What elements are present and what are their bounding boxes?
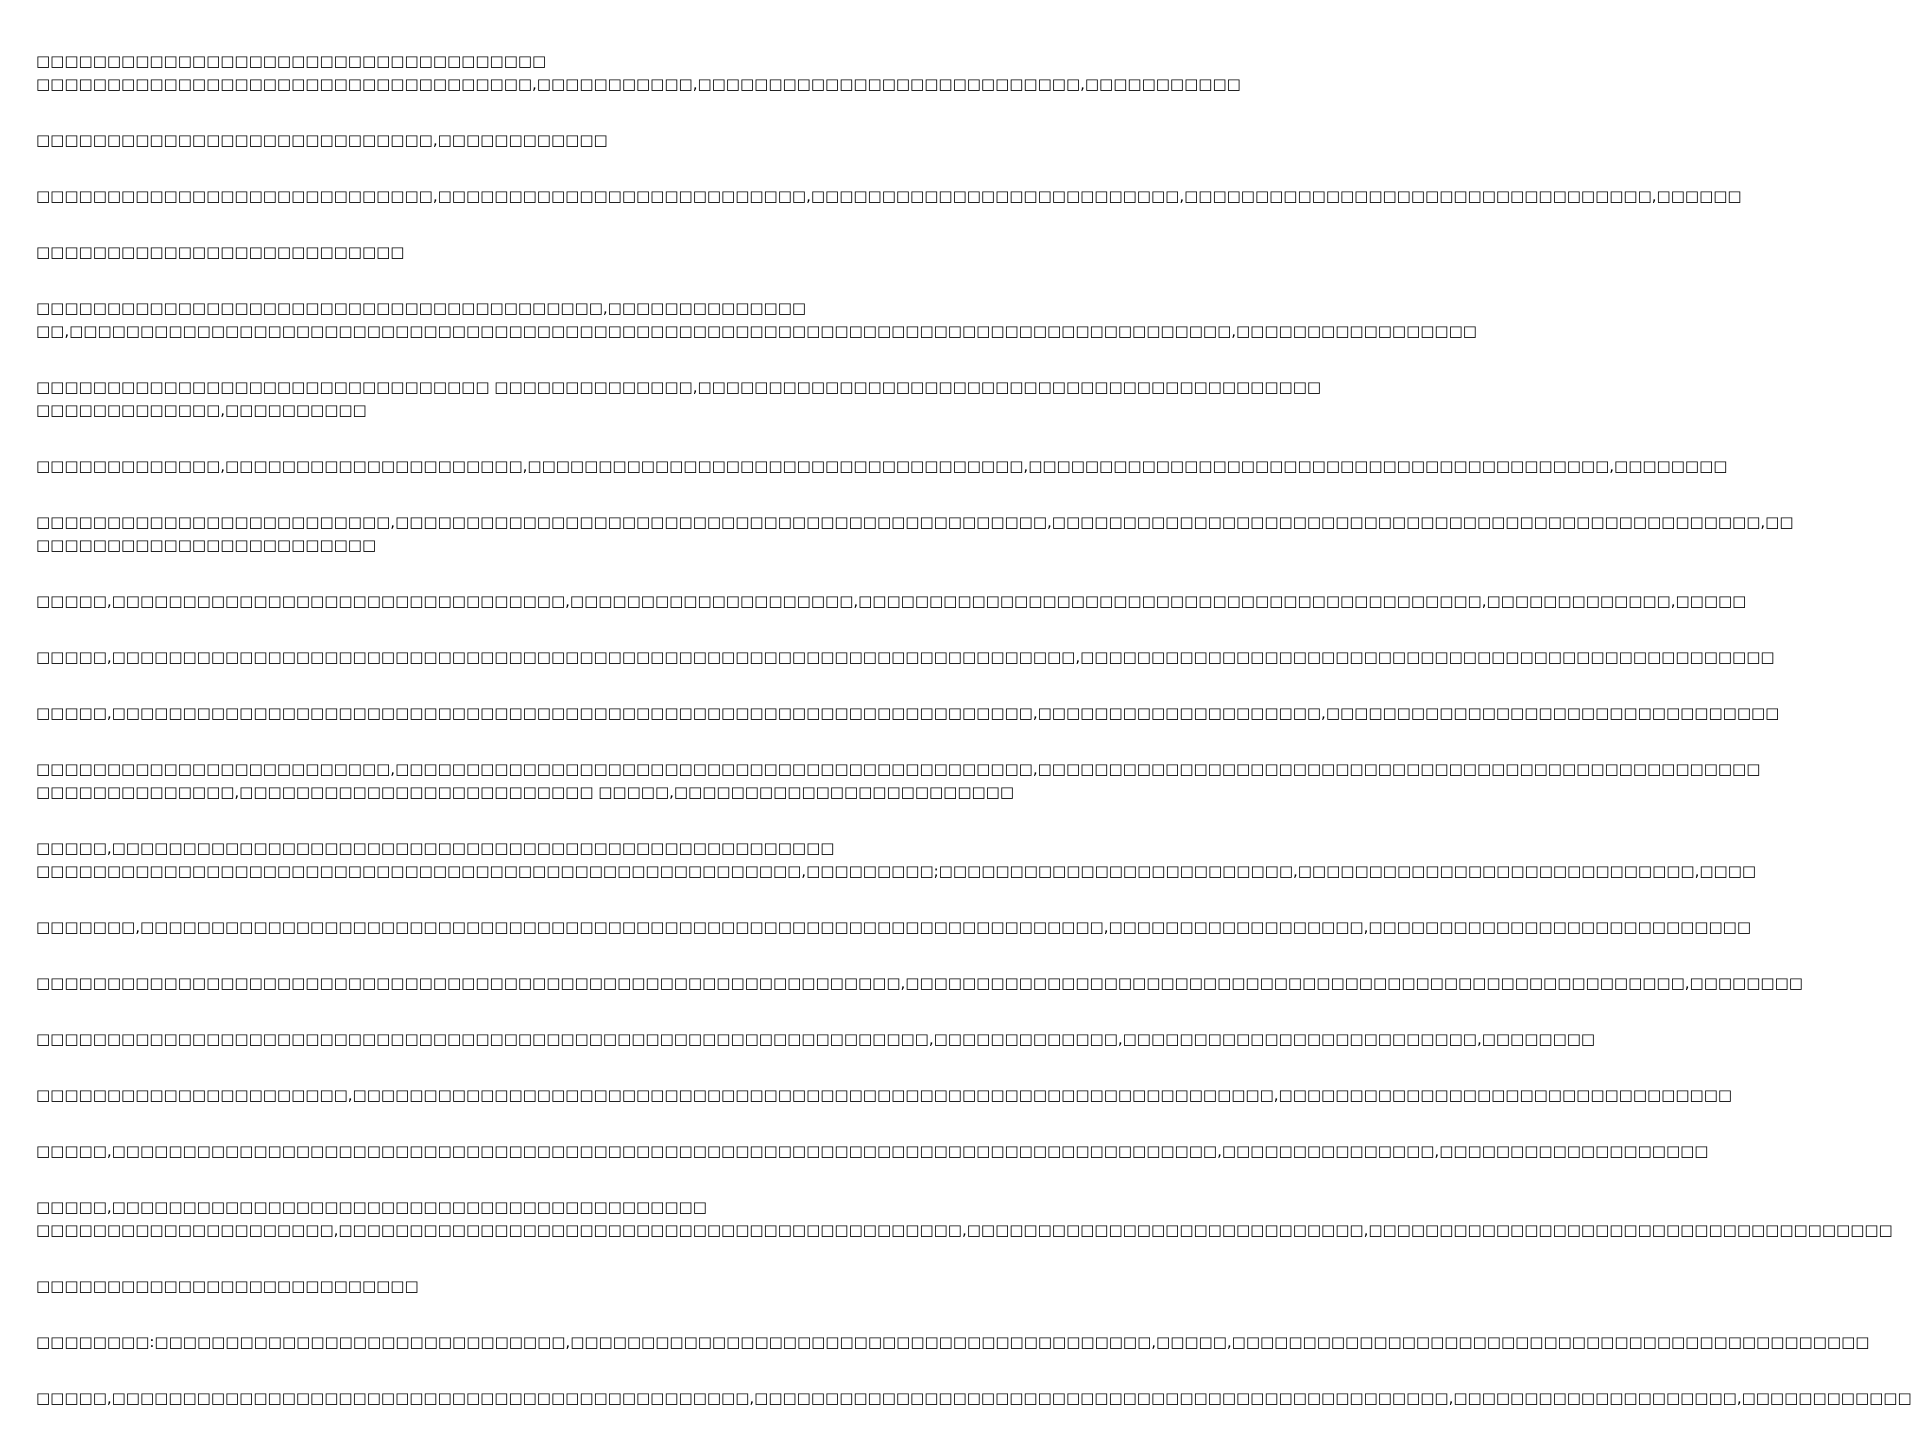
text-line: □□□□□□□□□□□□□□□□□□□□□□□□□□□□□□□□□□□□□□□□,□□□□□□□□□□□□□□: [36, 299, 807, 317]
text-line: □□□□□□□□□□□□□□,□□□□□□□□□□□□□□□□□□□□□□□□□ □□□□□,□□□□□□□□□□□□□□□□□□□□□□□□: [36, 783, 1015, 801]
text-line: □□□□□□□□□□□□□□□□□□□□□□,□□□□□□□□□□□□□□□□□□□□□□□□□□□□□□□□□□□□□□□□□□□□□□□□□□□□□□□□□□□□□□□□□,□□□□□□□□□□□□□□□□□□□□□□□□□□□□□□□□: [36, 1086, 1733, 1104]
text-line: □□□□□□□□□□□□□,□□□□□□□□□□□□□□□□□□□□□,□□□□□□□□□□□□□□□□□□□□□□□□□□□□□□□□□□□,□□□□□□□□□□□□□□□□□□□□□□□□□□□□□□□□□□□□□□□□□,□□□□□□□□: [36, 457, 1728, 475]
text-line: □□□□□□□□□□□□□□□□□□□□□□□□□□□□□□□□□□□,□□□□□□□□□□□,□□□□□□□□□□□□□□□□□□□□□□□□□□□,□□□□□□□□□□□: [36, 75, 1241, 93]
text-line: □□□□□,□□□□□□□□□□□□□□□□□□□□□□□□□□□□□□□□□□□□□□□□□□: [36, 1198, 707, 1216]
text-line: □□□□□□□□□□□□□□□□□□□□□□□□□□□□□□□□□□□□□□□□□□□□□□□□□□□□□□,□□□□□□□□□;□□□□□□□□□□□□□□□□□□□□□□□□□,□□□□□□□□□□□□□□□□□□□□□□□□□□□□,□□□□: [36, 862, 1757, 880]
text-line: □□□□□□□□□□□□□□□□□□□□□□□□□□□□□□□□□□□□: [36, 52, 547, 70]
text-line: □□□□□,□□□□□□□□□□□□□□□□□□□□□□□□□□□□□□□□□□□□□□□□□□□□□,□□□□□□□□□□□□□□□□□□□□□□□□□□□□□□□□□□□□□□□□□□□□□□□□□,□□□□□□□□□□□□□□□□□□□□,□□□□□□□□□□□□: [36, 1389, 1912, 1407]
text-line: □□□□□□□□□□□□□□□□□□□□□□□□: [36, 536, 377, 554]
text-line: □□□□□□□□□□□□□□□□□□□□□□□□□□: [36, 243, 405, 261]
text-line: □□□□□□□□□□□□□□□□□□□□□□□□□□□: [36, 1277, 419, 1295]
text-line: □□□□□,□□□□□□□□□□□□□□□□□□□□□□□□□□□□□□□□,□□□□□□□□□□□□□□□□□□□□,□□□□□□□□□□□□□□□□□□□□□□□□□□□□□□□□□□□□□□□□□□□□,□□□□□□□□□□□□□,□□□□□: [36, 592, 1747, 610]
text-line: □□□□□□□□□□□□□□□□□□□□□□□□□□□□,□□□□□□□□□□□□: [36, 131, 608, 149]
text-line: □□□□□□□□□□□□□□□□□□□□□□□□□□□□□□□□□□□□□□□□□□□□□□□□□□□□□□□□□□□□□,□□□□□□□□□□□□□□□□□□□□□□□□□□□□□□□□□□□□□□□□□□□□□□□□□□□□□□□,□□□□□□□□: [36, 974, 1803, 992]
text-line: □□□□□,□□□□□□□□□□□□□□□□□□□□□□□□□□□□□□□□□□□□□□□□□□□□□□□□□□□□□□□□□□□□□□□□□,□□□□□□□□□□□□□□□□□□□□,□□□□□□□□□□□□□□□□□□□□□□□□□□□□□□□□: [36, 704, 1780, 722]
text-line: □□□□□□□□□□□□□□□□□□□□□□□□□□□□□□□□ □□□□□□□□□□□□□□,□□□□□□□□□□□□□□□□□□□□□□□□□□□□□□□□□□□□□□□□□□□□: [36, 378, 1322, 396]
text-line: □□,□□□□□□□□□□□□□□□□□□□□□□□□□□□□□□□□□□□□□□□□□□□□□□□□□□□□□□□□□□□□□□□□□□□□□□□□□□□□□□□□□□,□□□□□□□□□□□□□□□□□: [36, 322, 1477, 340]
text-line: □□□□□□□□□□□□□□□□□□□□□□□□□□□□□□□□□□□□□□□□□□□□□□□□□□□□□□□□□□□□□□□,□□□□□□□□□□□□□,□□□□□□□□□□□□□□□□□□□□□□□□□,□□□□□□□□: [36, 1030, 1596, 1048]
text-line: □□□□□□□□□□□□□□□□□□□□□□□□□,□□□□□□□□□□□□□□□□□□□□□□□□□□□□□□□□□□□□□□□□□□□□□,□□□□□□□□□□□□□□□□□□□□□□□□□□□□□□□□□□□□□□□□□□□□□□□□□□□: [36, 760, 1761, 778]
text-line: □□□□□□□□□□□□□□□□□□□□□□□□□,□□□□□□□□□□□□□□□□□□□□□□□□□□□□□□□□□□□□□□□□□□□□□□,□□□□□□□□□□□□□□□□□□□□□□□□□□□□□□□□□□□□□□□□□□□□□□□□□□,□□: [36, 513, 1794, 531]
text-line: □□□□□□□,□□□□□□□□□□□□□□□□□□□□□□□□□□□□□□□□□□□□□□□□□□□□□□□□□□□□□□□□□□□□□□□□□□□□,□□□□□□□□□□□□□□□□□□,□□□□□□□□□□□□□□□□□□□□□□□□□□□: [36, 918, 1751, 936]
text-line: □□□□□□□□:□□□□□□□□□□□□□□□□□□□□□□□□□□□□□,□□□□□□□□□□□□□□□□□□□□□□□□□□□□□□□□□□□□□□□□□,□□□□□,□□□□□□□□□□□□□□□□□□□□□□□□□□□□□□□□□□□□□□□□□□□□□: [36, 1333, 1870, 1351]
text-line: □□□□□□□□□□□□□,□□□□□□□□□□: [36, 401, 367, 419]
text-line: □□□□□□□□□□□□□□□□□□□□□,□□□□□□□□□□□□□□□□□□□□□□□□□□□□□□□□□□□□□□□□□□□□,□□□□□□□□□□□□□□□□□□□□□□□□□□□□,□□□□□□□□□□□□□□□□□□□□□□□□□□□□□□□□□□□□□: [36, 1221, 1893, 1239]
document-body: [36, 50, 1912, 1410]
text-line: □□□□□□□□□□□□□□□□□□□□□□□□□□□□,□□□□□□□□□□□□□□□□□□□□□□□□□□,□□□□□□□□□□□□□□□□□□□□□□□□□□,□□□□□□□□□□□□□□□□□□□□□□□□□□□□□□□□□,□□□□□□: [36, 187, 1742, 205]
text-line: □□□□□,□□□□□□□□□□□□□□□□□□□□□□□□□□□□□□□□□□□□□□□□□□□□□□□□□□□□□□□□□□□□□□□□□□□□,□□□□□□□□□□□□□□□□□□□□□□□□□□□□□□□□□□□□□□□□□□□□□□□□□: [36, 648, 1775, 666]
text-line: □□□□□,□□□□□□□□□□□□□□□□□□□□□□□□□□□□□□□□□□□□□□□□□□□□□□□□□□□: [36, 839, 835, 857]
text-line: □□□□□,□□□□□□□□□□□□□□□□□□□□□□□□□□□□□□□□□□□□□□□□□□□□□□□□□□□□□□□□□□□□□□□□□□□□□□□□□□□□□□,□□□□□□□□□□□□□□□,□□□□□□□□□□□□□□□□□□□: [36, 1142, 1709, 1160]
